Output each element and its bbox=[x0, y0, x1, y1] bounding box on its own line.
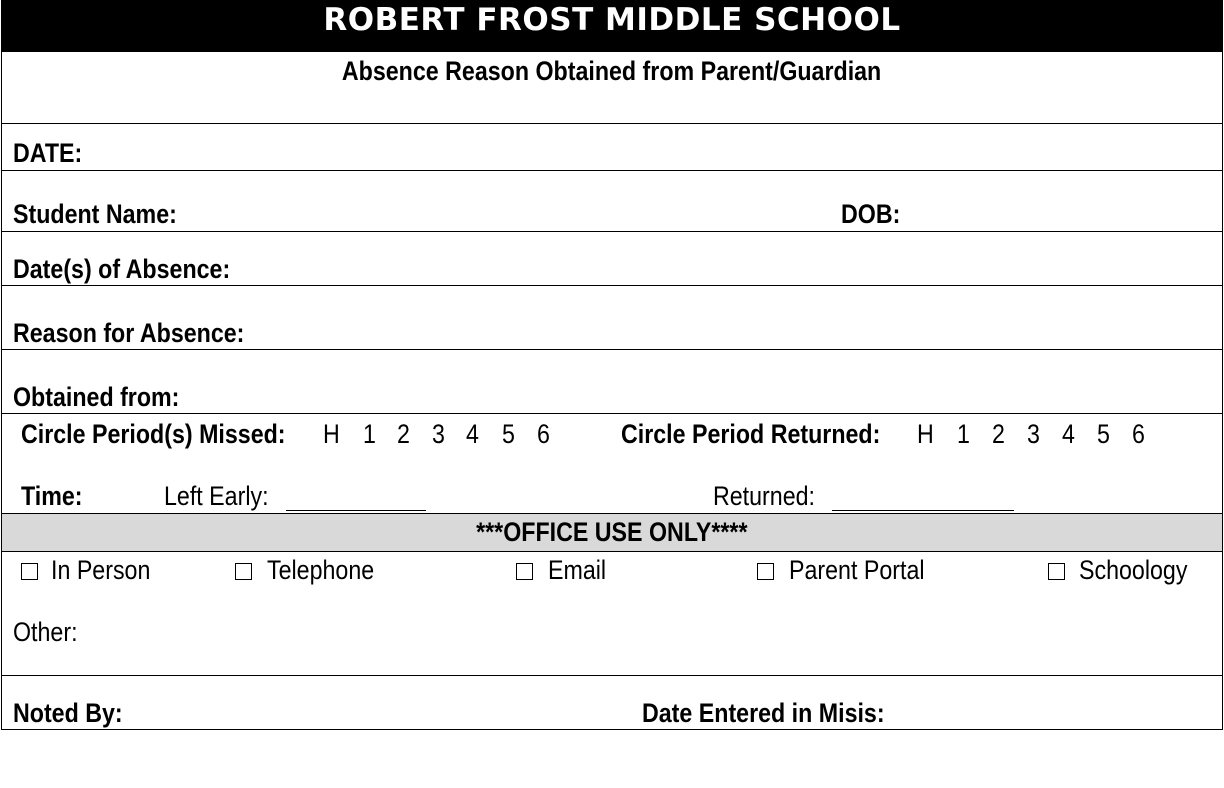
period-option[interactable]: 6 bbox=[1132, 419, 1145, 449]
dates-of-absence-label: Date(s) of Absence: bbox=[13, 254, 231, 284]
period-option[interactable]: 1 bbox=[957, 419, 970, 449]
row-divider bbox=[2, 123, 1222, 124]
noted-by-label: Noted By: bbox=[13, 698, 123, 728]
period-option[interactable]: 5 bbox=[1097, 419, 1110, 449]
email-checkbox[interactable] bbox=[516, 563, 533, 580]
in-person-label: In Person bbox=[51, 555, 151, 585]
reason-for-absence-label: Reason for Absence: bbox=[13, 318, 245, 348]
dob-label: DOB: bbox=[841, 199, 901, 229]
email-label: Email bbox=[548, 555, 607, 585]
school-name-header bbox=[1, 0, 1223, 52]
left-early-label: Left Early: bbox=[164, 481, 269, 511]
parent-portal-label: Parent Portal bbox=[789, 555, 925, 585]
period-option[interactable]: 1 bbox=[363, 419, 376, 449]
period-option[interactable]: 6 bbox=[537, 419, 550, 449]
period-option[interactable]: H bbox=[323, 419, 340, 449]
period-option[interactable]: 4 bbox=[466, 419, 479, 449]
row-divider bbox=[2, 285, 1222, 286]
row-divider bbox=[2, 675, 1222, 676]
telephone-checkbox[interactable] bbox=[235, 563, 252, 580]
schoology-checkbox[interactable] bbox=[1048, 563, 1065, 580]
office-use-label: ***OFFICE USE ONLY**** bbox=[476, 517, 748, 547]
parent-portal-checkbox[interactable] bbox=[757, 563, 774, 580]
period-option[interactable]: 3 bbox=[432, 419, 445, 449]
period-option[interactable]: 2 bbox=[992, 419, 1005, 449]
telephone-label: Telephone bbox=[267, 555, 375, 585]
date-entered-label: Date Entered in Misis: bbox=[642, 698, 885, 728]
row-divider bbox=[2, 413, 1222, 414]
row-divider bbox=[2, 349, 1222, 350]
row-divider bbox=[2, 231, 1222, 232]
other-label: Other: bbox=[13, 617, 78, 647]
period-option[interactable]: H bbox=[917, 419, 934, 449]
period-option[interactable]: 5 bbox=[502, 419, 515, 449]
period-returned-label: Circle Period Returned: bbox=[621, 419, 881, 449]
row-divider bbox=[2, 170, 1222, 171]
school-name: ROBERT FROST MIDDLE SCHOOL bbox=[323, 2, 901, 38]
date-label: DATE: bbox=[13, 138, 83, 168]
in-person-checkbox[interactable] bbox=[21, 563, 38, 580]
left-early-field[interactable] bbox=[286, 488, 426, 511]
period-option[interactable]: 2 bbox=[397, 419, 410, 449]
returned-label: Returned: bbox=[713, 481, 815, 511]
form-subtitle: Absence Reason Obtained from Parent/Guardian bbox=[342, 56, 882, 86]
time-label: Time: bbox=[21, 481, 83, 511]
period-option[interactable]: 3 bbox=[1027, 419, 1040, 449]
returned-field[interactable] bbox=[832, 488, 1014, 511]
student-name-label: Student Name: bbox=[13, 199, 177, 229]
obtained-from-label: Obtained from: bbox=[13, 382, 180, 412]
schoology-label: Schoology bbox=[1079, 555, 1188, 585]
office-use-band bbox=[2, 513, 1222, 552]
absence-form bbox=[1, 52, 1223, 730]
periods-missed-label: Circle Period(s) Missed: bbox=[21, 419, 286, 449]
period-option[interactable]: 4 bbox=[1062, 419, 1075, 449]
